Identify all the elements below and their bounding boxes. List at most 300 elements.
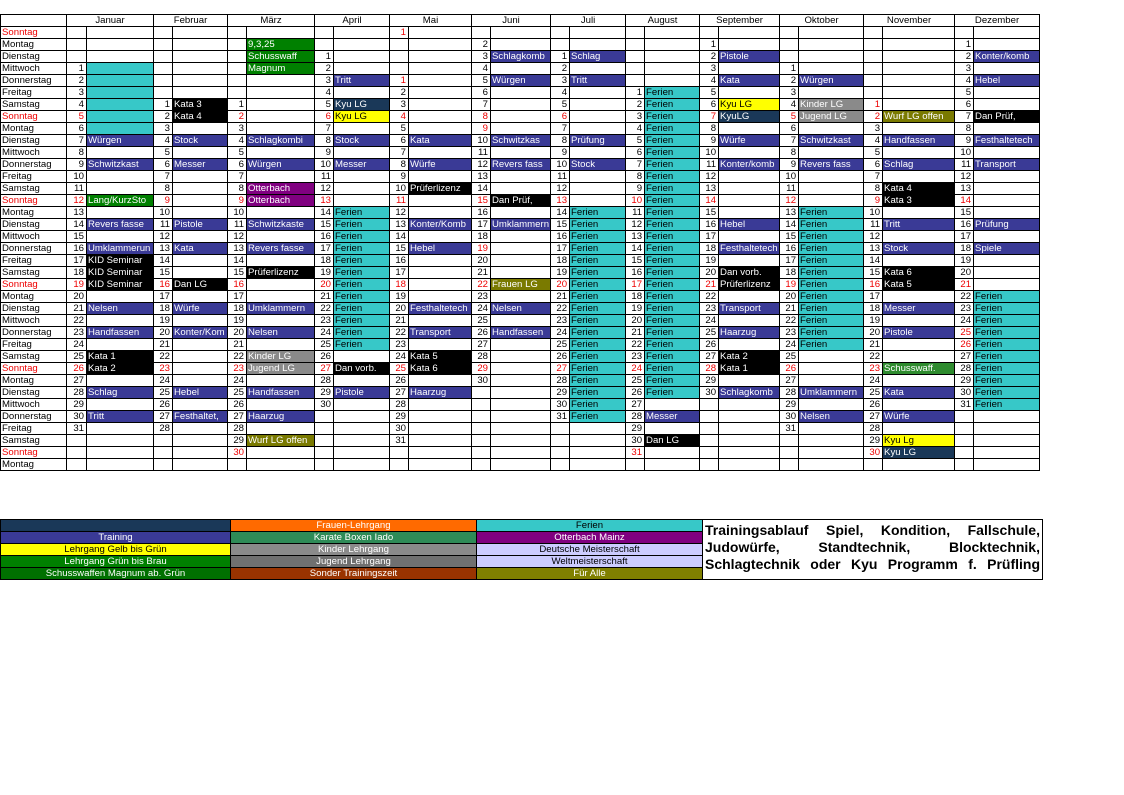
event-cell (409, 171, 472, 183)
calendar-row (1, 447, 1040, 459)
date-number: 2 (472, 39, 491, 51)
date-number: 16 (955, 219, 974, 231)
event-cell (87, 123, 154, 135)
event-cell (87, 63, 154, 75)
event-cell (87, 339, 154, 351)
date-number: 9 (390, 171, 409, 183)
date-number: 28 (626, 411, 645, 423)
event-cell (334, 435, 390, 447)
date-number (390, 51, 409, 63)
event-cell (719, 399, 780, 411)
legend-swatch: Schusswaffen Magnum ab. Grün (1, 568, 231, 580)
date-number: 2 (864, 111, 883, 123)
event-cell: Transport (409, 327, 472, 339)
event-cell (719, 435, 780, 447)
event-cell (974, 207, 1040, 219)
date-number: 14 (626, 243, 645, 255)
event-cell (883, 171, 955, 183)
date-number: 10 (626, 195, 645, 207)
event-cell (799, 87, 864, 99)
date-number: 7 (472, 99, 491, 111)
date-number: 19 (228, 315, 247, 327)
date-number (864, 27, 883, 39)
date-number: 14 (154, 255, 173, 267)
legend-swatch: Training (1, 532, 231, 544)
event-cell (334, 183, 390, 195)
event-cell (409, 63, 472, 75)
weekday-label: Freitag (1, 87, 67, 99)
date-number: 15 (551, 219, 570, 231)
event-cell (173, 291, 228, 303)
event-cell: Dan vorb. (334, 363, 390, 375)
date-number: 13 (780, 207, 799, 219)
event-cell: Handfassen (491, 327, 551, 339)
date-number: 29 (472, 363, 491, 375)
event-cell: Kyu LG (334, 111, 390, 123)
event-cell: Transport (974, 159, 1040, 171)
date-number: 1 (780, 63, 799, 75)
event-cell (334, 63, 390, 75)
weekday-label: Sonntag (1, 27, 67, 39)
date-number: 17 (864, 291, 883, 303)
date-number (315, 423, 334, 435)
month-header-row (1, 15, 1040, 27)
event-cell (883, 459, 955, 471)
date-number: 16 (700, 219, 719, 231)
date-number: 24 (315, 327, 334, 339)
date-number: 10 (955, 147, 974, 159)
event-cell: Ferien (645, 231, 700, 243)
date-number: 2 (154, 111, 173, 123)
date-number: 3 (626, 111, 645, 123)
event-cell: Schlagkomb (491, 51, 551, 63)
event-cell: Ferien (799, 327, 864, 339)
date-number: 11 (67, 183, 87, 195)
event-cell (491, 231, 551, 243)
date-number: 18 (551, 255, 570, 267)
month-header: Dezember (955, 15, 1040, 27)
date-number (315, 447, 334, 459)
date-number (700, 411, 719, 423)
date-number: 31 (955, 399, 974, 411)
event-cell (491, 267, 551, 279)
date-number (472, 387, 491, 399)
date-number: 28 (472, 351, 491, 363)
date-number: 4 (955, 75, 974, 87)
date-number: 29 (864, 435, 883, 447)
event-cell (87, 207, 154, 219)
date-number: 16 (472, 207, 491, 219)
event-cell: Kata 1 (719, 363, 780, 375)
date-number: 6 (551, 111, 570, 123)
date-number (228, 87, 247, 99)
date-number: 2 (67, 75, 87, 87)
date-number (154, 87, 173, 99)
date-number (955, 27, 974, 39)
date-number: 3 (154, 123, 173, 135)
date-number: 27 (228, 411, 247, 423)
date-number: 13 (154, 243, 173, 255)
event-cell (883, 75, 955, 87)
calendar-row (1, 243, 1040, 255)
date-number: 13 (390, 219, 409, 231)
event-cell (334, 423, 390, 435)
weekday-label: Samstag (1, 435, 67, 447)
date-number (472, 423, 491, 435)
date-number (67, 435, 87, 447)
event-cell: Hebel (409, 243, 472, 255)
event-cell (491, 399, 551, 411)
event-cell (173, 147, 228, 159)
event-cell: Jugend LG (247, 363, 315, 375)
event-cell: Handfassen (883, 135, 955, 147)
date-number: 19 (551, 267, 570, 279)
date-number: 20 (864, 327, 883, 339)
date-number: 3 (551, 75, 570, 87)
date-number: 30 (390, 423, 409, 435)
date-number: 28 (780, 387, 799, 399)
date-number: 30 (780, 411, 799, 423)
weekday-label: Mittwoch (1, 315, 67, 327)
event-cell (409, 99, 472, 111)
date-number: 29 (315, 387, 334, 399)
event-cell (173, 399, 228, 411)
event-cell: Ferien (334, 315, 390, 327)
date-number (780, 459, 799, 471)
date-number: 27 (551, 363, 570, 375)
date-number: 5 (700, 87, 719, 99)
date-number: 9 (700, 135, 719, 147)
event-cell (87, 315, 154, 327)
date-number: 3 (390, 99, 409, 111)
event-cell: Konter/komb (719, 159, 780, 171)
date-number: 26 (955, 339, 974, 351)
event-cell (173, 207, 228, 219)
date-number (551, 435, 570, 447)
event-cell: Ferien (645, 207, 700, 219)
event-cell: Ferien (799, 303, 864, 315)
weekday-label: Samstag (1, 351, 67, 363)
event-cell: Ferien (570, 243, 626, 255)
event-cell: Ferien (799, 255, 864, 267)
date-number: 25 (955, 327, 974, 339)
date-number (67, 51, 87, 63)
event-cell (334, 171, 390, 183)
date-number: 7 (154, 171, 173, 183)
event-cell: Tritt (570, 75, 626, 87)
event-cell (974, 411, 1040, 423)
date-number: 10 (472, 135, 491, 147)
event-cell: Pistole (173, 219, 228, 231)
date-number: 23 (154, 363, 173, 375)
date-number: 22 (67, 315, 87, 327)
event-cell: Kata 6 (883, 267, 955, 279)
event-cell: Kata 3 (173, 99, 228, 111)
event-cell (491, 183, 551, 195)
event-cell: Revers fass (799, 159, 864, 171)
date-number: 16 (154, 279, 173, 291)
event-cell: Ferien (799, 219, 864, 231)
date-number: 20 (955, 267, 974, 279)
date-number: 16 (551, 231, 570, 243)
event-cell (799, 147, 864, 159)
event-cell (883, 207, 955, 219)
event-cell (799, 423, 864, 435)
event-cell (719, 255, 780, 267)
date-number (228, 27, 247, 39)
date-number: 12 (315, 183, 334, 195)
date-number: 27 (626, 399, 645, 411)
event-cell: Ferien (334, 327, 390, 339)
legend-row (1, 520, 1043, 532)
event-cell: Kata 4 (173, 111, 228, 123)
date-number: 8 (551, 135, 570, 147)
date-number: 23 (390, 339, 409, 351)
event-cell: Ferien (645, 387, 700, 399)
event-cell: Nelsen (799, 411, 864, 423)
month-header: Februar (154, 15, 228, 27)
date-number: 24 (228, 375, 247, 387)
event-cell: Kyu Lg (883, 435, 955, 447)
date-number: 21 (551, 291, 570, 303)
date-number: 17 (551, 243, 570, 255)
date-number (67, 459, 87, 471)
event-cell (799, 447, 864, 459)
date-number: 19 (315, 267, 334, 279)
event-cell (334, 195, 390, 207)
calendar-row (1, 459, 1040, 471)
date-number: 8 (67, 147, 87, 159)
date-number: 5 (154, 147, 173, 159)
event-cell (645, 63, 700, 75)
event-cell: Würgen (87, 135, 154, 147)
date-number (626, 459, 645, 471)
legend-swatch: Lehrgang Grün bis Brau (1, 556, 231, 568)
date-number (154, 27, 173, 39)
event-cell (799, 51, 864, 63)
date-number: 26 (228, 399, 247, 411)
date-number: 25 (154, 387, 173, 399)
calendar-row (1, 435, 1040, 447)
date-number: 21 (154, 339, 173, 351)
date-number: 24 (626, 363, 645, 375)
date-number: 22 (864, 351, 883, 363)
date-number: 13 (472, 171, 491, 183)
event-cell (883, 255, 955, 267)
date-number: 19 (390, 291, 409, 303)
event-cell (334, 39, 390, 51)
event-cell: Handfassen (87, 327, 154, 339)
date-number: 7 (780, 135, 799, 147)
event-cell (719, 447, 780, 459)
event-cell: Konter/Kom (173, 327, 228, 339)
date-number: 23 (864, 363, 883, 375)
event-cell (719, 207, 780, 219)
event-cell: Kata 6 (409, 363, 472, 375)
weekday-label: Samstag (1, 99, 67, 111)
date-number: 14 (67, 219, 87, 231)
date-number: 18 (315, 255, 334, 267)
date-number (780, 51, 799, 63)
date-number: 31 (780, 423, 799, 435)
event-cell (799, 27, 864, 39)
weekday-label: Montag (1, 459, 67, 471)
event-cell (334, 411, 390, 423)
date-number: 23 (228, 363, 247, 375)
event-cell (173, 231, 228, 243)
event-cell (173, 39, 228, 51)
event-cell (570, 63, 626, 75)
event-cell (334, 123, 390, 135)
date-number: 22 (390, 327, 409, 339)
date-number: 20 (626, 315, 645, 327)
date-number: 17 (780, 255, 799, 267)
event-cell: Würfe (883, 411, 955, 423)
calendar-row (1, 231, 1040, 243)
event-cell (974, 99, 1040, 111)
event-cell (334, 51, 390, 63)
date-number: 14 (551, 207, 570, 219)
event-cell: Festhaltetech (720, 243, 778, 254)
weekday-label: Montag (1, 123, 67, 135)
event-cell: Umklammern (492, 219, 550, 230)
date-number: 12 (67, 195, 87, 207)
calendar-row (1, 327, 1040, 339)
date-number (154, 39, 173, 51)
weekday-label: Montag (1, 207, 67, 219)
event-cell: Kyu LG (883, 447, 955, 459)
event-cell (173, 27, 228, 39)
event-cell (799, 63, 864, 75)
date-number: 15 (700, 207, 719, 219)
calendar-row (1, 351, 1040, 363)
event-cell: Stock (173, 135, 228, 147)
event-cell (719, 339, 780, 351)
event-cell (334, 27, 390, 39)
date-number: 14 (955, 195, 974, 207)
event-cell: Ferien (645, 219, 700, 231)
event-cell (409, 291, 472, 303)
event-cell: Kinder LG (247, 351, 315, 363)
event-cell (883, 27, 955, 39)
event-cell (799, 171, 864, 183)
event-cell: Otterbach (247, 183, 315, 195)
date-number: 9 (154, 195, 173, 207)
event-cell: Ferien (645, 267, 700, 279)
date-number: 1 (864, 99, 883, 111)
date-number: 2 (551, 63, 570, 75)
event-cell (491, 171, 551, 183)
date-number: 14 (864, 255, 883, 267)
event-cell (491, 435, 551, 447)
event-cell: Kata 3 (883, 195, 955, 207)
date-number: 30 (864, 447, 883, 459)
date-number: 30 (67, 411, 87, 423)
event-cell (799, 195, 864, 207)
weekday-label: Montag (1, 375, 67, 387)
date-number (228, 75, 247, 87)
event-cell (570, 435, 626, 447)
event-cell (87, 435, 154, 447)
event-cell (491, 351, 551, 363)
event-cell (173, 435, 228, 447)
event-cell (799, 435, 864, 447)
event-cell (719, 147, 780, 159)
event-cell (87, 399, 154, 411)
date-number: 13 (955, 183, 974, 195)
event-cell (173, 63, 228, 75)
event-cell: Ferien (645, 291, 700, 303)
event-cell (719, 315, 780, 327)
event-cell: Revers fasse (87, 219, 154, 231)
event-cell: Umklammern (247, 303, 315, 315)
event-cell: Ferien (645, 315, 700, 327)
event-cell: Kata (719, 75, 780, 87)
event-cell (570, 39, 626, 51)
date-number: 1 (228, 99, 247, 111)
date-number: 21 (315, 291, 334, 303)
event-cell: Stock (883, 243, 955, 255)
event-cell: Haarzug (409, 387, 472, 399)
date-number: 13 (67, 207, 87, 219)
date-number: 8 (700, 123, 719, 135)
event-cell (719, 459, 780, 471)
calendar-row (1, 291, 1040, 303)
date-number: 17 (67, 255, 87, 267)
event-cell (334, 87, 390, 99)
event-cell (883, 351, 955, 363)
event-cell (173, 171, 228, 183)
event-cell (87, 291, 154, 303)
date-number: 2 (700, 51, 719, 63)
date-number: 16 (390, 255, 409, 267)
event-cell (719, 291, 780, 303)
date-number (390, 447, 409, 459)
event-cell: Kyu LG (719, 99, 780, 111)
calendar-row (1, 63, 1040, 75)
date-number: 30 (315, 399, 334, 411)
date-number (955, 459, 974, 471)
event-cell (247, 207, 315, 219)
event-cell (645, 459, 700, 471)
date-number (228, 63, 247, 75)
date-number (626, 63, 645, 75)
date-number (67, 447, 87, 459)
event-cell: Ferien (645, 99, 700, 111)
event-cell (570, 147, 626, 159)
date-number: 4 (780, 99, 799, 111)
date-number: 27 (700, 351, 719, 363)
calendar-row (1, 375, 1040, 387)
event-cell: Ferien (645, 351, 700, 363)
event-cell (87, 459, 154, 471)
event-cell: Ferien (974, 315, 1040, 327)
date-number: 24 (154, 375, 173, 387)
event-cell (883, 315, 955, 327)
date-number: 13 (551, 195, 570, 207)
weekday-label: Samstag (1, 183, 67, 195)
weekday-label: Sonntag (1, 111, 67, 123)
date-number: 28 (955, 363, 974, 375)
event-cell: Ferien (570, 219, 626, 231)
date-number: 14 (780, 219, 799, 231)
date-number: 2 (315, 63, 334, 75)
date-number (551, 447, 570, 459)
date-number: 6 (626, 147, 645, 159)
event-cell (334, 375, 390, 387)
weekday-label: Samstag (1, 267, 67, 279)
event-cell: KyuLG (719, 111, 780, 123)
